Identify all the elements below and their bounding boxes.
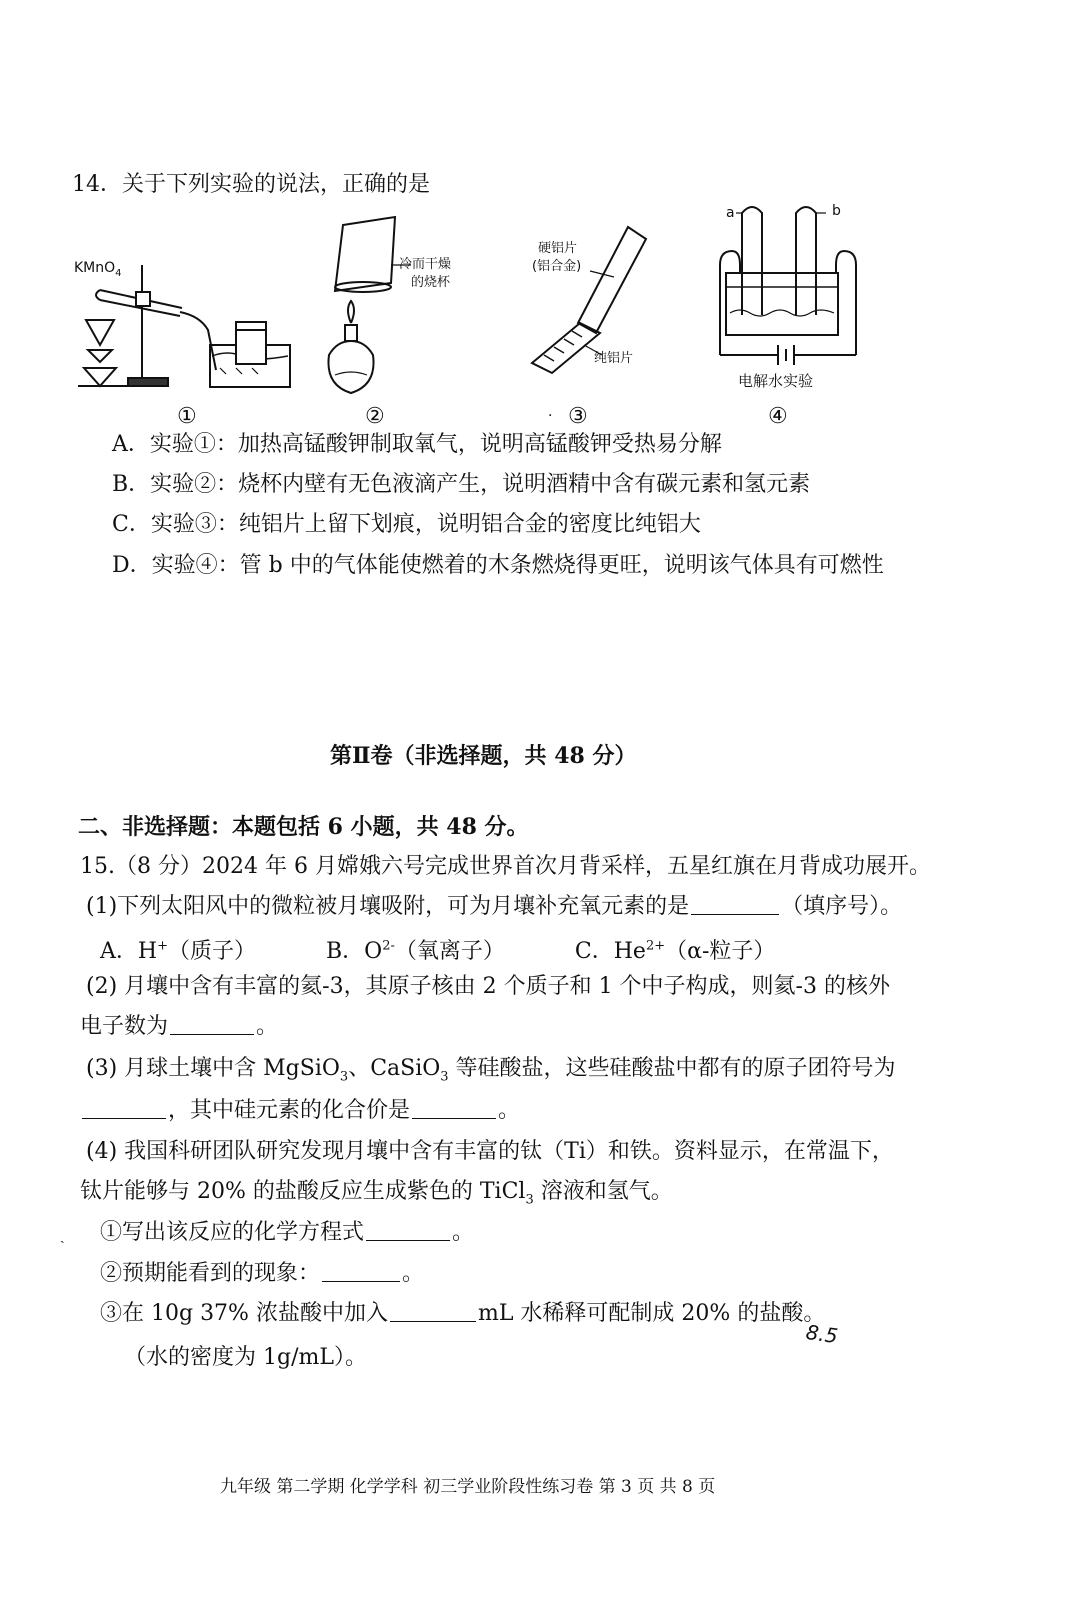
q15-part4-line2: 钛片能够与 20% 的盐酸反应生成紫色的 TiCl$_3$ 溶液和氢气。 [80, 1179, 673, 1208]
beaker-label-line1: 冷而干燥 [399, 257, 452, 272]
q14-stem: 14．关于下列实验的说法，正确的是 [72, 172, 430, 197]
part2-title: 第Ⅱ卷（非选择题，共 48 分） [330, 743, 637, 769]
q15-part4-line1: (4) 我国科研团队研究发现月壤中含有丰富的钛（Ti）和铁。资料显示，在常温下， [86, 1139, 894, 1164]
q15-part2-line2: 电子数为 。 [80, 1014, 279, 1039]
q15-part3-line1: (3) 月球土壤中含 MgSiO$_3$、CaSiO$_3$ 等硅酸盐，这些硅酸盐中都有的原子团符号为 [86, 1056, 896, 1085]
figure-electrolysis [710, 195, 870, 405]
option-b: B．$O^{2-}$（氧离子） [326, 939, 505, 965]
q15-part2-blank[interactable] [170, 1012, 254, 1035]
phenomenon-blank[interactable] [322, 1259, 400, 1282]
page-footer: 九年级 第二学期 化学学科 初三学业阶段性练习卷 第 3 页 共 8 页 [220, 1477, 716, 1497]
beaker-label-line2: 的烧杯 [411, 275, 451, 290]
beaker-lamp-drawing [315, 205, 485, 405]
figure-beaker-lamp [315, 205, 485, 405]
pure-al-label: 纯铝片 [594, 351, 634, 366]
option-a: A．H+（质子） [100, 939, 256, 965]
option-c: C．$He^{2+}(\alpha-$粒子） [574, 939, 776, 965]
aluminum-drawing [510, 205, 680, 405]
kmno4-apparatus-drawing [70, 250, 300, 400]
stray-dot: · [548, 408, 553, 424]
water-volume-blank[interactable] [390, 1299, 476, 1322]
hard-al-label-line2: (铝合金) [532, 259, 582, 274]
handwritten-note: 8.5 [804, 1319, 840, 1349]
tube-b-label: b [832, 203, 841, 219]
q15-part2-line1: (2) 月壤中含有丰富的氦-3，其原子核由 2 个质子和 1 个中子构成，则氦-3 的核外 [86, 974, 890, 999]
figure-1-number: ① [177, 404, 197, 429]
q15-part3-blank1[interactable] [82, 1096, 166, 1119]
q15-part1: (1)下列太阳风中的微粒被月壤吸附，可为月壤补充氧元素的是 （填序号）。 [86, 894, 903, 919]
figure-4-number: ④ [768, 404, 788, 429]
q15-part3-line2: ，其中硅元素的化合价是 。 [80, 1096, 520, 1126]
part2-section-heading: 二、非选择题：本题包括 6 小题，共 48 分。 [78, 814, 529, 840]
figure-2-number: ② [365, 404, 385, 429]
q15-stem: 15.（8 分）2024 年 6 月嫦娥六号完成世界首次月背采样，五星红旗在月背成功展开。 [80, 854, 931, 879]
q15-part4-note: （水的密度为 1g/mL）。 [124, 1345, 367, 1370]
tube-a-label: a [726, 205, 735, 221]
equation-blank[interactable] [366, 1218, 450, 1241]
q14-option-c: C．实验③：纯铝片上留下划痕，说明铝合金的密度比纯铝大 [112, 512, 701, 537]
stray-mark: ˏ [60, 1228, 65, 1244]
q15-part4-sub2: ②预期能看到的现象： 。 [100, 1261, 425, 1286]
kmno4-label: KMnO$_4$ [74, 260, 122, 279]
q15-part4-sub1: ①写出该反应的化学方程式 。 [100, 1220, 475, 1245]
figure-aluminum-scratch [510, 205, 680, 405]
hard-al-label-line1: 硬铝片 [538, 241, 578, 256]
q15-part3-blank2[interactable] [412, 1096, 496, 1119]
q14-option-d: D．实验④：管 b 中的气体能使燃着的木条燃烧得更旺，说明该气体具有可燃性 [112, 553, 884, 578]
figure-3-number: ③ [568, 404, 588, 429]
q15-part4-sub3: ③在 10g 37% 浓盐酸中加入 mL 水稀释可配制成 20% 的盐酸。 [100, 1301, 826, 1326]
q14-option-b: B．实验②：烧杯内壁有无色液滴产生，说明酒精中含有碳元素和氢元素 [112, 472, 811, 497]
q15-part1-options [100, 932, 775, 967]
electrolysis-caption: 电解水实验 [738, 372, 814, 390]
q14-option-a: A．实验①：加热高锰酸钾制取氧气，说明高锰酸钾受热易分解 [112, 432, 722, 457]
figure-kmno4-apparatus [70, 250, 300, 400]
q15-part1-blank[interactable] [691, 892, 779, 915]
